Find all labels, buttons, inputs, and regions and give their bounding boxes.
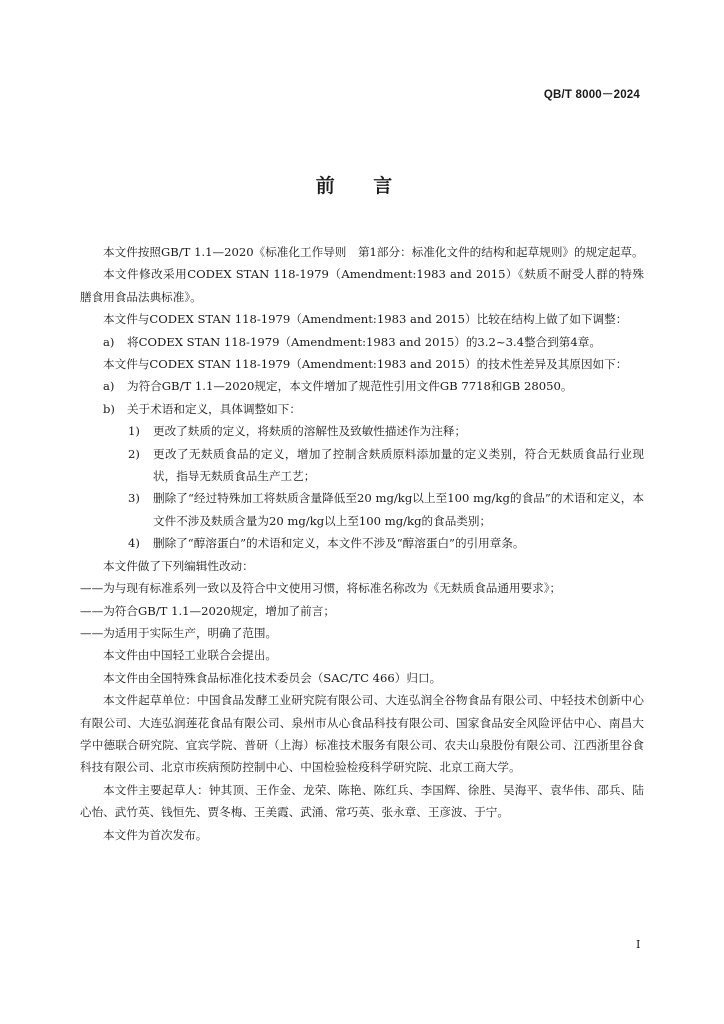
list-item-text: 关于术语和定义，具体调整如下： bbox=[127, 401, 301, 416]
list-marker: 1) bbox=[128, 424, 140, 439]
sub-list-item bbox=[80, 487, 644, 532]
list-item-text: 删除了“经过特殊加工将麸质含量降低至20 mg/kg以上至100 mg/kg的食品”的术语和定义，本文件不涉及麸质含量为20 mg/kg以上至100 mg/kg的食品类别； bbox=[153, 491, 644, 528]
paragraph-adoption: 本文件修改采用CODEX STAN 118-1979（Amendment:1983 and 2015）《麸质不耐受人群的特殊膳食用食品法典标准》。 bbox=[80, 267, 644, 304]
paragraph-editorial-changes: 本文件做了下列编辑性改动： bbox=[103, 558, 254, 573]
sub-list-item bbox=[80, 443, 644, 488]
standard-code: QB/T 8000－2024 bbox=[543, 89, 640, 101]
paragraph-under-jurisdiction: 本文件由全国特殊食品标准化技术委员会（SAC/TC 466）归口。 bbox=[103, 670, 442, 685]
list-item-text: 删除了“醇溶蛋白”的术语和定义，本文件不涉及“醇溶蛋白”的引用章条。 bbox=[153, 536, 525, 551]
sub-list-item bbox=[80, 420, 644, 442]
page-number: I bbox=[636, 938, 641, 951]
list-item-text: 将CODEX STAN 118-1979（Amendment:1983 and 2015）的3.2~3.4整合到第4章。 bbox=[127, 334, 601, 349]
list-marker: 4) bbox=[128, 536, 140, 551]
foreword-body bbox=[80, 241, 644, 846]
list-marker: 3) bbox=[128, 491, 140, 506]
list-item bbox=[80, 375, 644, 397]
page-title: 前 言 bbox=[315, 175, 409, 197]
paragraph-drafting-organizations: 本文件起草单位：中国食品发酵工业研究院有限公司、大连弘润全谷物食品有限公司、中轻技术创新中心有限公司、大连弘润莲花食品有限公司、泉州市从心食品科技有限公司、国家食品安全风险评估中心、南昌大学中德联合研究院、宜宾学院、普研（上海）标准技术服务有限公司、农夫山泉股份有限公司、江西浙里谷食科技有限公司、北京市疾病预防控制中心、中国检验检疫科学研究院、北京工商大学。 bbox=[80, 693, 644, 775]
list-marker: b) bbox=[103, 401, 115, 416]
paragraph-technical-differences: 本文件与CODEX STAN 118-1979（Amendment:1983 and 2015）的技术性差异及其原因如下： bbox=[103, 357, 628, 372]
list-marker: a) bbox=[103, 334, 115, 349]
dash-item: ——为与现有标准系列一致以及符合中文使用习惯，将标准名称改为《无麸质食品通用要求》； bbox=[80, 581, 562, 596]
paragraph-drafters: 本文件主要起草人：钟其顶、王作金、龙荣、陈艳、陈红兵、李国辉、徐胜、吴海平、袁华伟、邵兵、陆心怡、武竹英、钱恒先、贾冬梅、王美霞、武涌、常巧英、张永章、王彦波、于宁。 bbox=[80, 782, 644, 820]
list-item bbox=[80, 398, 644, 420]
paragraph-first-release: 本文件为首次发布。 bbox=[103, 827, 208, 842]
list-marker: a) bbox=[103, 379, 115, 394]
list-item-text: 更改了麸质的定义，将麸质的溶解性及致敏性描述作为注释； bbox=[153, 424, 467, 439]
paragraph-proposed-by: 本文件由中国轻工业联合会提出。 bbox=[103, 648, 277, 663]
list-item-text: 更改了无麸质食品的定义，增加了控制含麸质原料添加量的定义类别，符合无麸质食品行业现状，指导无麸质食品生产工艺； bbox=[153, 446, 644, 484]
list-item-text: 为符合GB/T 1.1—2020规定，本文件增加了规范性引用文件GB 7718和GB 28050。 bbox=[127, 379, 573, 394]
list-item bbox=[80, 331, 644, 353]
paragraph-drafting-rules: 本文件按照GB/T 1.1—2020《标准化工作导则 第1部分：标准化文件的结构和起草规则》的规定起草。 bbox=[103, 245, 644, 259]
paragraph-structure-changes: 本文件与CODEX STAN 118-1979（Amendment:1983 and 2015）比较在结构上做了如下调整： bbox=[103, 312, 628, 327]
list-marker: 2) bbox=[128, 446, 140, 461]
dash-item: ——为符合GB/T 1.1—2020规定，增加了前言； bbox=[80, 603, 335, 618]
sub-list-item bbox=[80, 532, 644, 554]
dash-item: ——为适用于实际生产，明确了范围。 bbox=[80, 625, 278, 640]
